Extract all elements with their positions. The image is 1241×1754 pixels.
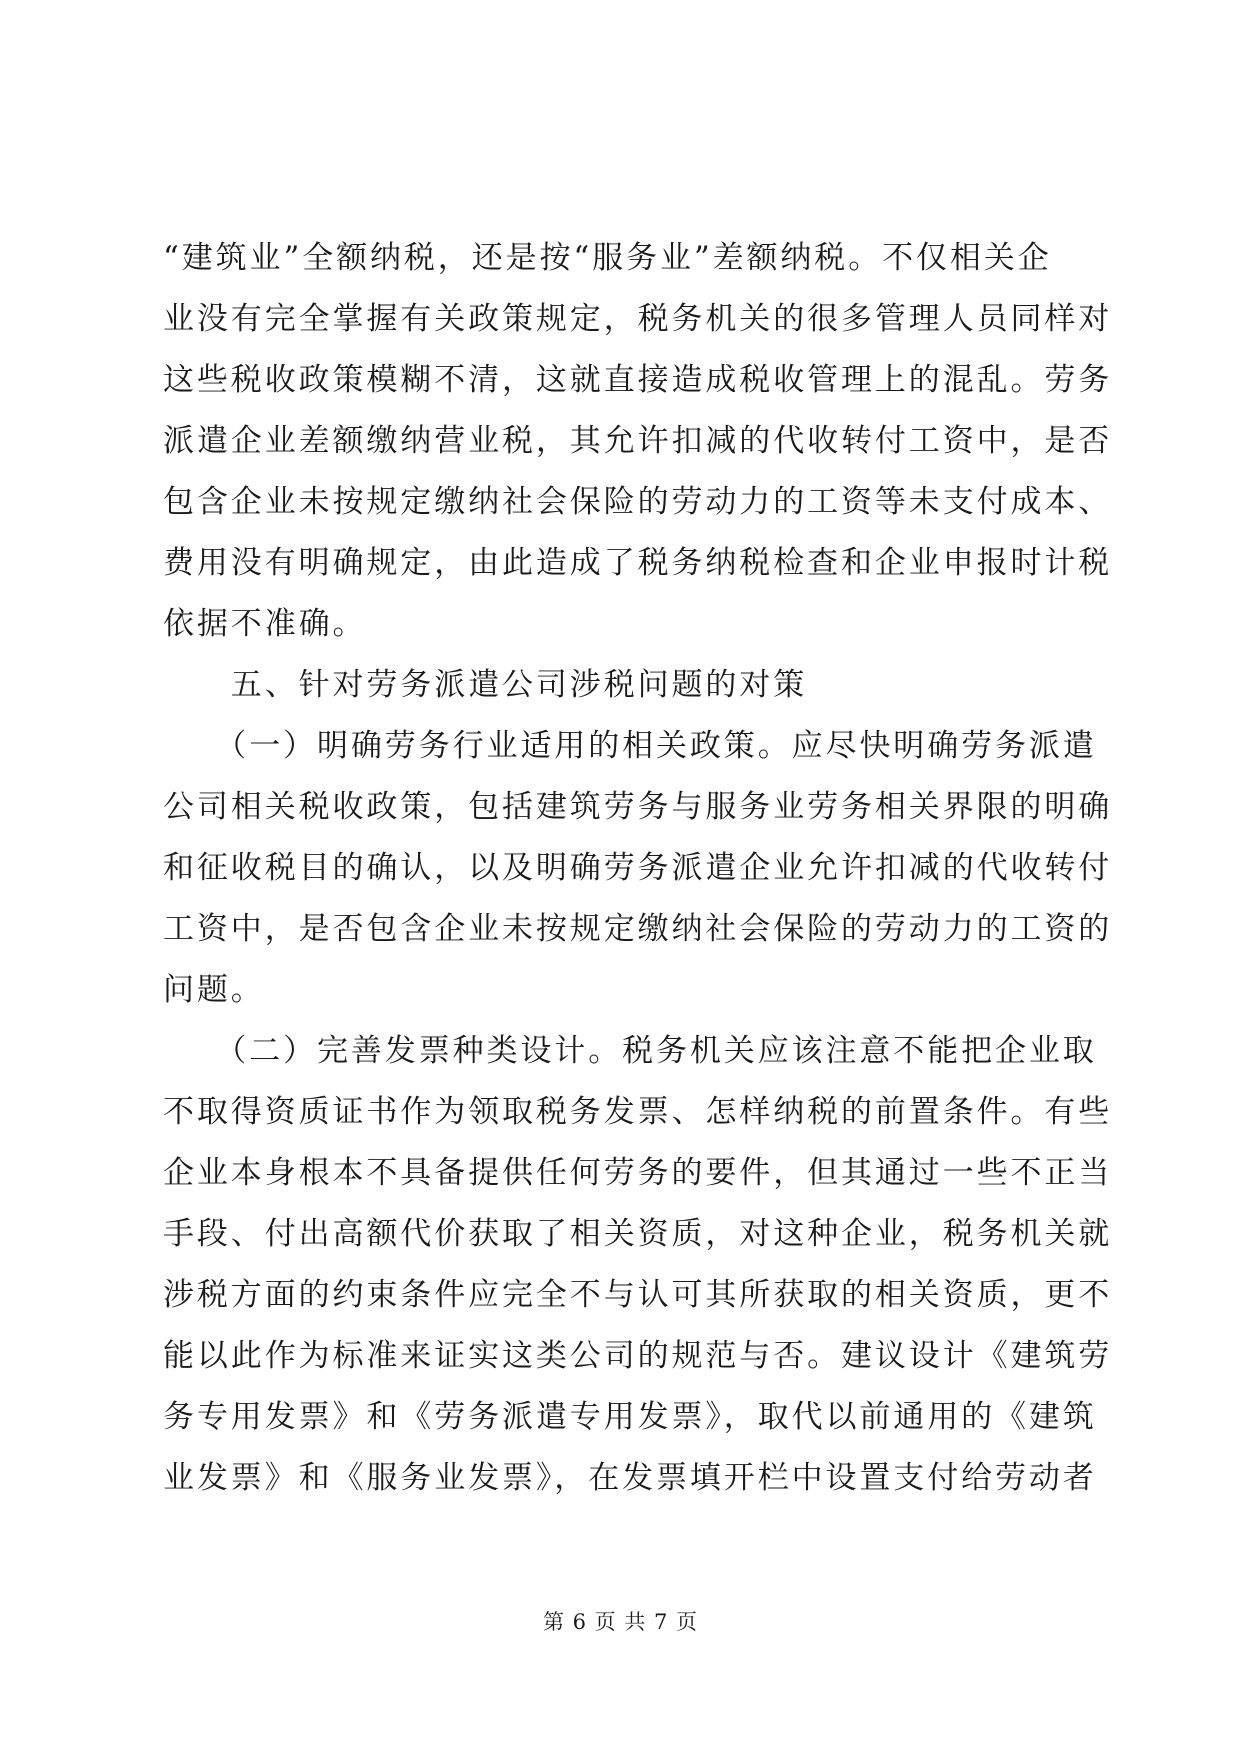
text-line: 费用没有明确规定，由此造成了税务纳税检查和企业申报时计税	[163, 545, 1113, 581]
text-line: 和征收税目的确认，以及明确劳务派遣企业允许扣减的代收转付	[163, 850, 1113, 886]
text-line: （二）完善发票种类设计。税务机关应该注意不能把企业取	[163, 1033, 1097, 1069]
text-line: 企业本身根本不具备提供任何劳务的要件，但其通过一些不正当	[163, 1155, 1113, 1191]
text-line: 这些税收政策模糊不清，这就直接造成税收管理上的混乱。劳务	[163, 362, 1113, 398]
text-line: 依据不准确。	[163, 606, 367, 642]
page-number-footer: 第 6 页 共 7 页	[542, 1610, 699, 1634]
text-line: 务专用发票》和《劳务派遣专用发票》，取代以前通用的《建筑	[163, 1399, 1097, 1435]
text-line: 业发票》和《服务业发票》，在发票填开栏中设置支付给劳动者	[163, 1460, 1097, 1496]
text-line: （一）明确劳务行业适用的相关政策。应尽快明确劳务派遣	[163, 728, 1097, 764]
text-line: 不取得资质证书作为领取税务发票、怎样纳税的前置条件。有些	[163, 1094, 1113, 1130]
text-line: 包含企业未按规定缴纳社会保险的劳动力的工资等未支付成本、	[163, 484, 1113, 520]
text-line: 能以此作为标准来证实这类公司的规范与否。建议设计《建筑劳	[163, 1338, 1113, 1374]
text-line: 业没有完全掌握有关政策规定，税务机关的很多管理人员同样对	[163, 301, 1113, 337]
text-line: 公司相关税收政策，包括建筑劳务与服务业劳务相关界限的明确	[163, 789, 1113, 825]
text-line: 工资中，是否包含企业未按规定缴纳社会保险的劳动力的工资的	[163, 911, 1113, 947]
text-line: 手段、付出高额代价获取了相关资质，对这种企业，税务机关就	[163, 1216, 1113, 1252]
text-line: 问题。	[163, 972, 265, 1008]
section-heading: 五、针对劳务派遣公司涉税问题的对策	[163, 667, 808, 703]
text-line: “建筑业”全额纳税，还是按“服务业”差额纳税。不仅相关企	[163, 240, 1052, 276]
text-line: 涉税方面的约束条件应完全不与认可其所获取的相关资质，更不	[163, 1277, 1113, 1313]
text-line: 派遣企业差额缴纳营业税，其允许扣减的代收转付工资中，是否	[163, 423, 1113, 459]
body-text	[163, 228, 1113, 1509]
